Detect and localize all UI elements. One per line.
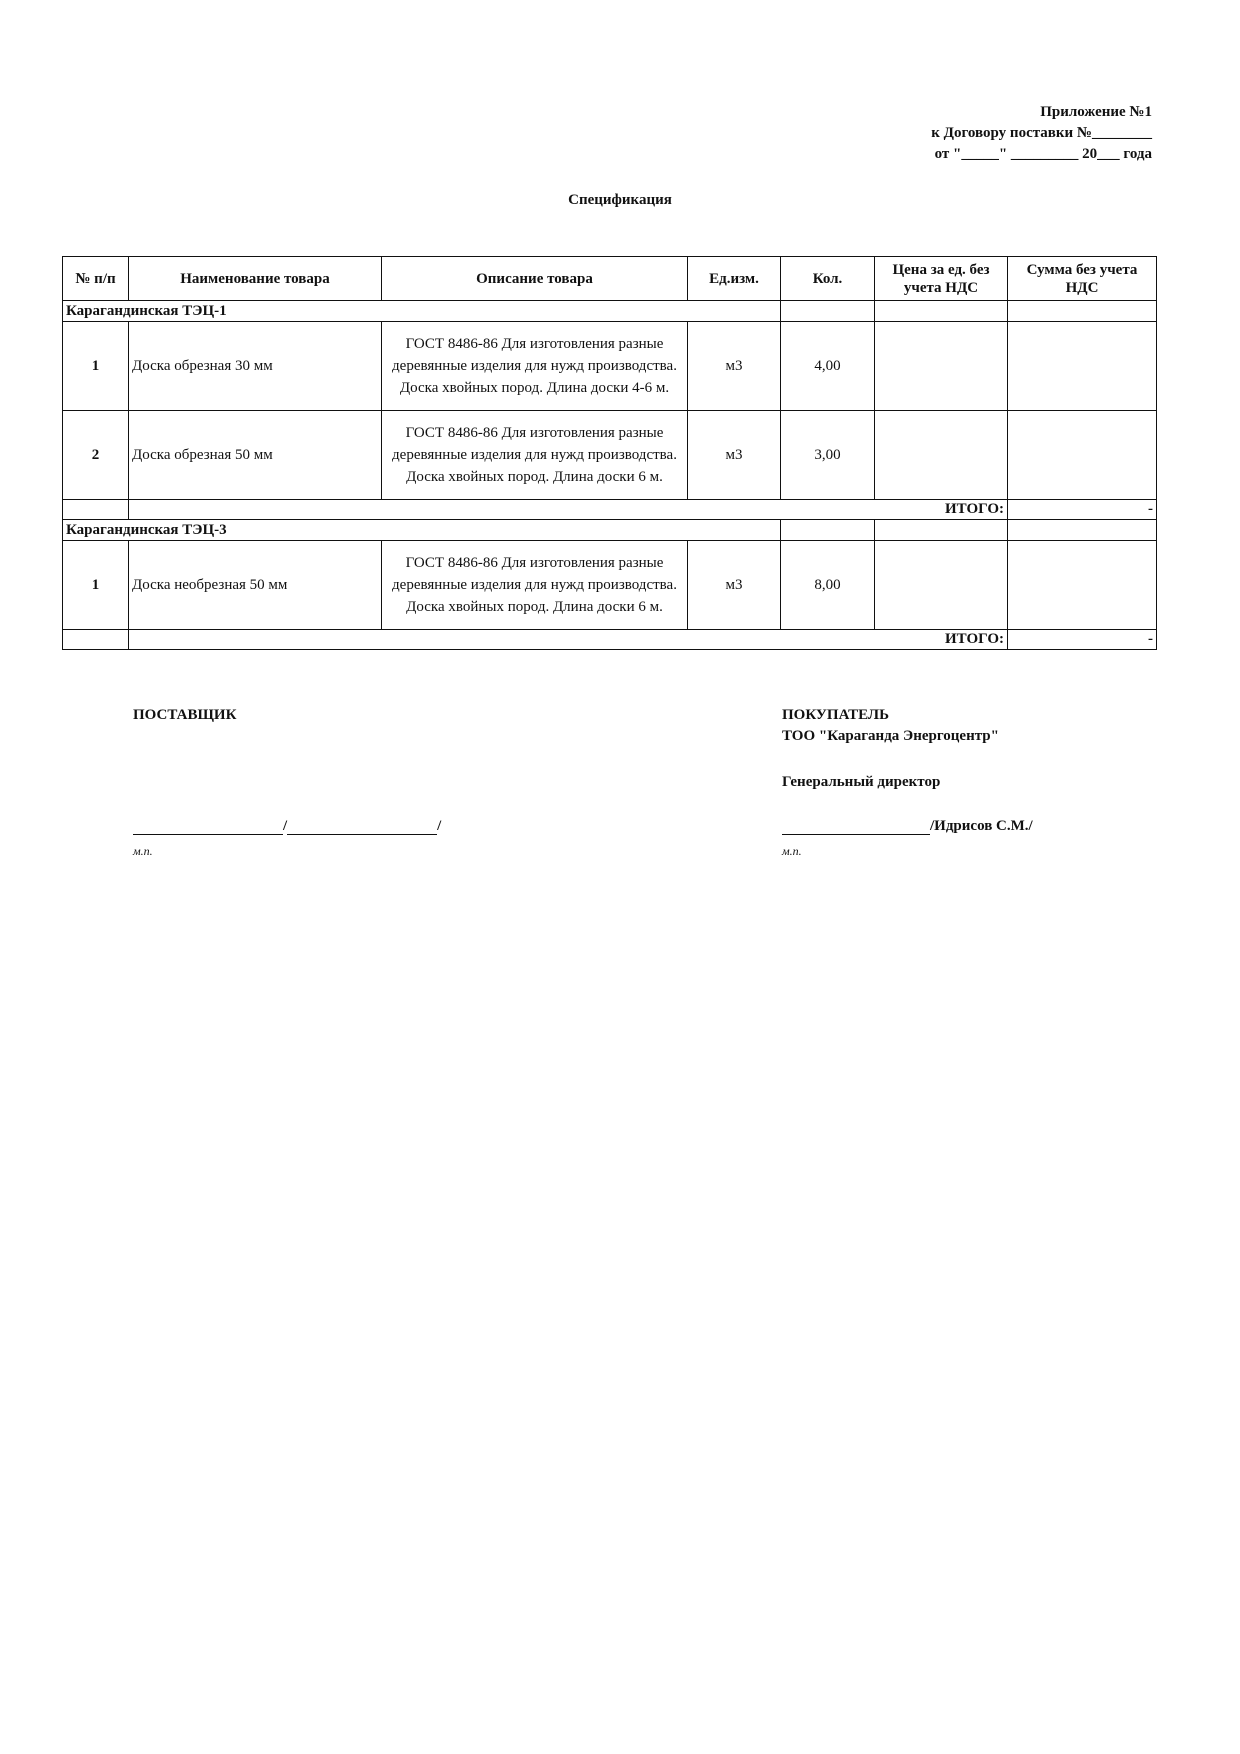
item-qty: 3,00 [781, 411, 875, 500]
total-label: ИТОГО: [129, 630, 1008, 650]
group-empty-cell [875, 520, 1008, 541]
group-row [63, 301, 1157, 322]
supplier-stamp-mark: м.п. [133, 844, 153, 858]
group-empty-cell [1008, 301, 1157, 322]
appendix-line-3: от "_____" _________ 20___ года [934, 146, 1152, 162]
item-description: ГОСТ 8486-86 Для изготовления разные деревянные изделия для нужд производства. Доска хвойных пород. Длина доски 6 м. [382, 411, 688, 500]
item-num: 1 [63, 541, 129, 630]
signature-blank [782, 818, 930, 835]
column-header-unit: Ед.изм. [688, 257, 781, 301]
item-description: ГОСТ 8486-86 Для изготовления разные деревянные изделия для нужд производства. Доска хвойных пород. Длина доски 6 м. [382, 541, 688, 630]
signature-blank [133, 818, 283, 835]
group-name: Карагандинская ТЭЦ-1 [63, 301, 781, 322]
total-row [63, 630, 1157, 650]
group-name: Карагандинская ТЭЦ-3 [63, 520, 781, 541]
item-name: Доска обрезная 50 мм [129, 411, 382, 500]
specification-table [62, 256, 1157, 650]
total-value: - [1008, 500, 1157, 520]
item-name: Доска обрезная 30 мм [129, 322, 382, 411]
column-header-name: Наименование товара [129, 257, 382, 301]
column-header-price: Цена за ед. без учета НДС [875, 257, 1008, 301]
item-num: 1 [63, 322, 129, 411]
table-row [63, 322, 1157, 411]
group-empty-cell [1008, 520, 1157, 541]
group-empty-cell [781, 520, 875, 541]
item-sum [1008, 411, 1157, 500]
table-header-row [63, 257, 1157, 301]
group-empty-cell [875, 301, 1008, 322]
group-empty-cell [781, 301, 875, 322]
column-header-description: Описание товара [382, 257, 688, 301]
column-header-num: № п/п [63, 257, 129, 301]
appendix-line-1: Приложение №1 [1040, 104, 1152, 120]
signature-separator: / [437, 818, 442, 834]
item-price [875, 411, 1008, 500]
total-empty-cell [63, 500, 129, 520]
total-label: ИТОГО: [129, 500, 1008, 520]
column-header-sum: Сумма без учета НДС [1008, 257, 1157, 301]
appendix-line-2: к Договору поставки №________ [931, 125, 1152, 141]
item-description: ГОСТ 8486-86 Для изготовления разные деревянные изделия для нужд производства. Доска хвойных пород. Длина доски 4-6 м. [382, 322, 688, 411]
buyer-company: ТОО "Караганда Энергоцентр" [782, 728, 999, 744]
buyer-signatory: /Идрисов С.М./ [930, 818, 1033, 834]
signature-separator: / [283, 818, 288, 834]
total-row [63, 500, 1157, 520]
item-unit: м3 [688, 322, 781, 411]
item-qty: 8,00 [781, 541, 875, 630]
name-blank [287, 818, 437, 835]
item-num: 2 [63, 411, 129, 500]
buyer-title: ПОКУПАТЕЛЬ [782, 707, 890, 723]
item-price [875, 322, 1008, 411]
buyer-block [782, 705, 999, 747]
total-empty-cell [63, 630, 129, 650]
group-row [63, 520, 1157, 541]
supplier-title: ПОСТАВЩИК [133, 707, 237, 723]
total-value: - [1008, 630, 1157, 650]
supplier-signature-line [133, 818, 441, 835]
table-row [63, 541, 1157, 630]
table-row [63, 411, 1157, 500]
buyer-stamp-mark: м.п. [782, 844, 802, 858]
item-unit: м3 [688, 411, 781, 500]
item-sum [1008, 541, 1157, 630]
buyer-signature-line [782, 818, 1033, 835]
appendix-header [931, 102, 1152, 165]
document-title: Спецификация [568, 192, 672, 208]
column-header-qty: Кол. [781, 257, 875, 301]
item-qty: 4,00 [781, 322, 875, 411]
item-unit: м3 [688, 541, 781, 630]
buyer-position: Генеральный директор [782, 774, 941, 790]
item-name: Доска необрезная 50 мм [129, 541, 382, 630]
item-sum [1008, 322, 1157, 411]
item-price [875, 541, 1008, 630]
